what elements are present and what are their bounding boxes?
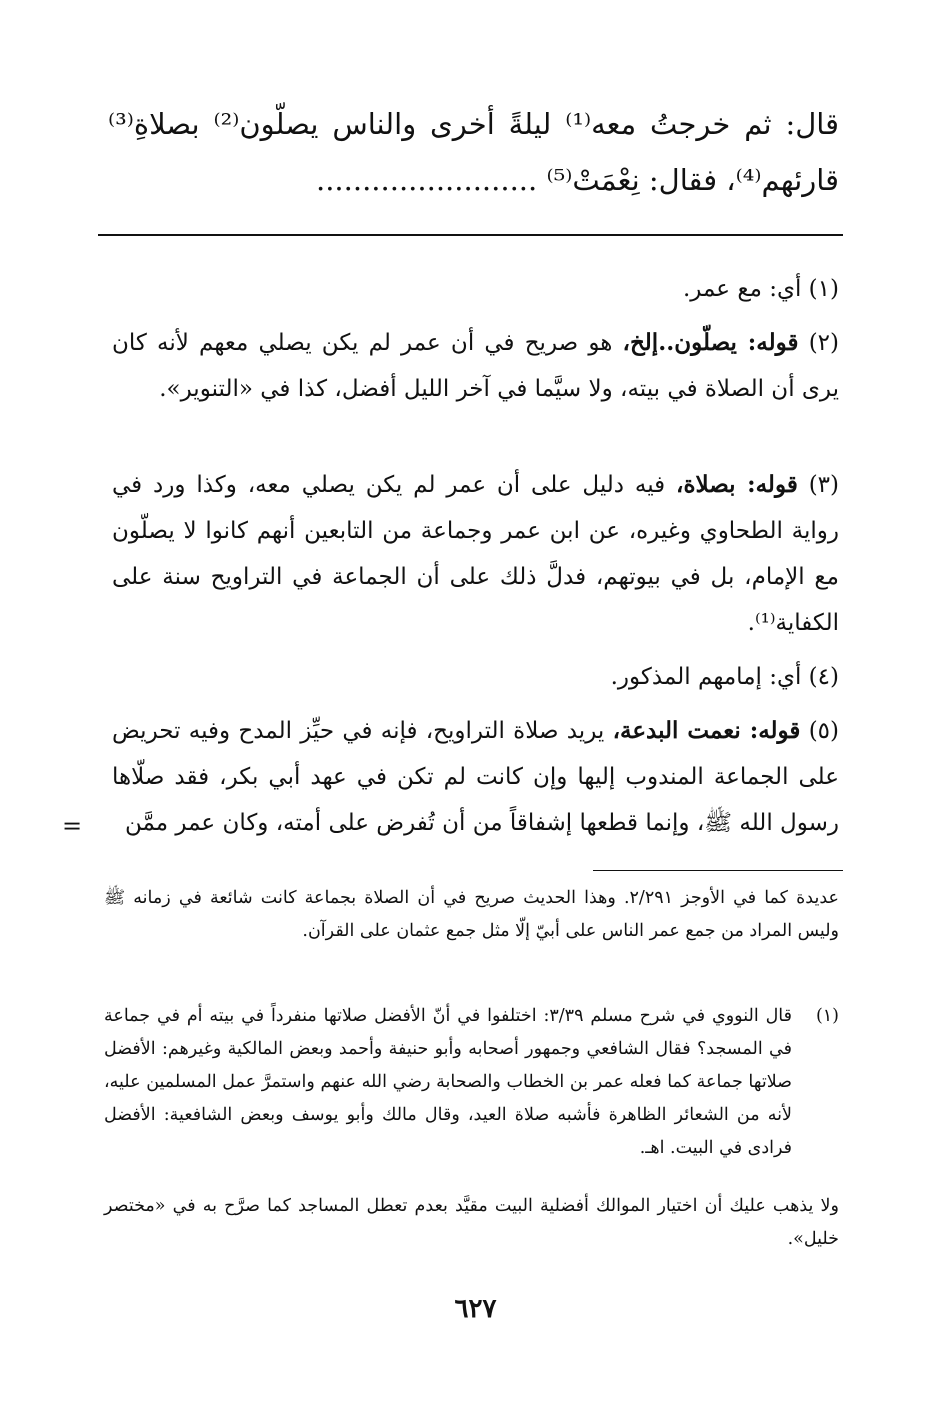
comment-text: هو صريح في أن عمر لم يكن يصلي معهم لأنه كان يرى أن الصلاة في بيته، ولا سيَّما في آخر الليل أفضل، كذا في «التنوير». xyxy=(112,330,839,402)
comment-lead: قوله: بصلاة، xyxy=(676,471,798,498)
footnote-continued xyxy=(104,882,839,948)
footnote-separator xyxy=(593,870,843,871)
main-text-line-2-text: قارئهم⁽⁴⁾، فقال: نِعْمَتْ⁽⁵⁾ xyxy=(546,163,839,197)
continuation-mark: = xyxy=(62,812,83,840)
ellipsis-dots: ........................ xyxy=(315,163,538,197)
footnote-number: (١) xyxy=(815,1006,839,1026)
comment-text: أي: مع عمر. xyxy=(683,276,802,302)
comment-3 xyxy=(112,462,839,646)
comment-text: أي: إمامهم المذكور. xyxy=(610,664,802,690)
comment-lead: قوله: نعمت البدعة، xyxy=(612,717,801,744)
comment-number: (٥) xyxy=(808,718,840,744)
page-number: ٦٢٧ xyxy=(454,1294,497,1324)
comment-5 xyxy=(112,708,839,846)
comment-4 xyxy=(112,654,839,700)
main-text-line-1: قال: ثم خرجتُ معه⁽¹⁾ ليلةً أخرى والناس يصلّون⁽²⁾ بصلاةِ⁽³⁾ xyxy=(108,107,839,141)
footnote-1 xyxy=(104,1000,839,1165)
comment-lead: قوله: يصلّون..إلخ، xyxy=(622,329,799,356)
comment-number: (٣) xyxy=(808,472,840,498)
footnote-1-text: قال النووي في شرح مسلم ٣/٣٩: اختلفوا في أنّ الأفضل صلاتها منفرداً في بيته أم في جماعة في المسجد؟ فقال الشافعي وجمهور أصحابه وأبو حنيفة وأحمد وبعض المالكية وغيرهم: الأفضل صلاتها جماعة كما فعله عمر بن الخطاب والصحابة رضي الله عنهم واستمرَّ عمل المسلمين عليه، لأنه من الشعائر الظاهرة فأشبه صلاة العيد، وقال مالك وأبو يوسف وبعض الشافعية: الأفضل فرادى في البيت. اهـ. xyxy=(104,1006,792,1158)
comment-text: يريد صلاة التراويح، فإنه في حيِّز المدح وفيه تحريض على الجماعة المندوب إليها وإن كانت لم تكن في عهد أبي بكر، فقد صلّاها رسول الله ﷺ، وإنما قطعها إشفاقاً من أن تُفرض على أمته، وكان عمر ممَّن xyxy=(112,718,839,836)
comment-2 xyxy=(112,320,839,412)
comment-number: (١) xyxy=(808,276,839,302)
comment-number: (٢) xyxy=(808,330,840,356)
footnote-continued-text: عديدة كما في الأوجز ٢/٢٩١. وهذا الحديث صريح في أن الصلاة بجماعة كانت شائعة في زمانه ﷺ وليس المراد من جمع عمر الناس على أبيّ إلّا مثل جمع عثمان على القرآن. xyxy=(104,888,839,941)
main-separator-line xyxy=(98,234,843,236)
comment-number: (٤) xyxy=(808,664,839,690)
comment-text: فيه دليل على أن عمر لم يكن يصلي معه، وكذا ورد في رواية الطحاوي وغيره، عن ابن عمر وجماعة من التابعين أنهم كانوا لا يصلّون مع الإمام، بل في بيوتهم، فدلَّ ذلك على أن الجماعة في التراويح سنة على الكفاية⁽¹⁾. xyxy=(112,472,839,636)
footnote-1-extra-text: ولا يذهب عليك أن اختيار الموالك أفضلية البيت مقيَّد بعدم تعطل المساجد كما صرَّح به في «مختصر خليل». xyxy=(104,1196,839,1249)
footnote-1-extra xyxy=(104,1190,839,1256)
main-text-line-2 xyxy=(108,160,839,200)
comment-1 xyxy=(112,266,839,312)
